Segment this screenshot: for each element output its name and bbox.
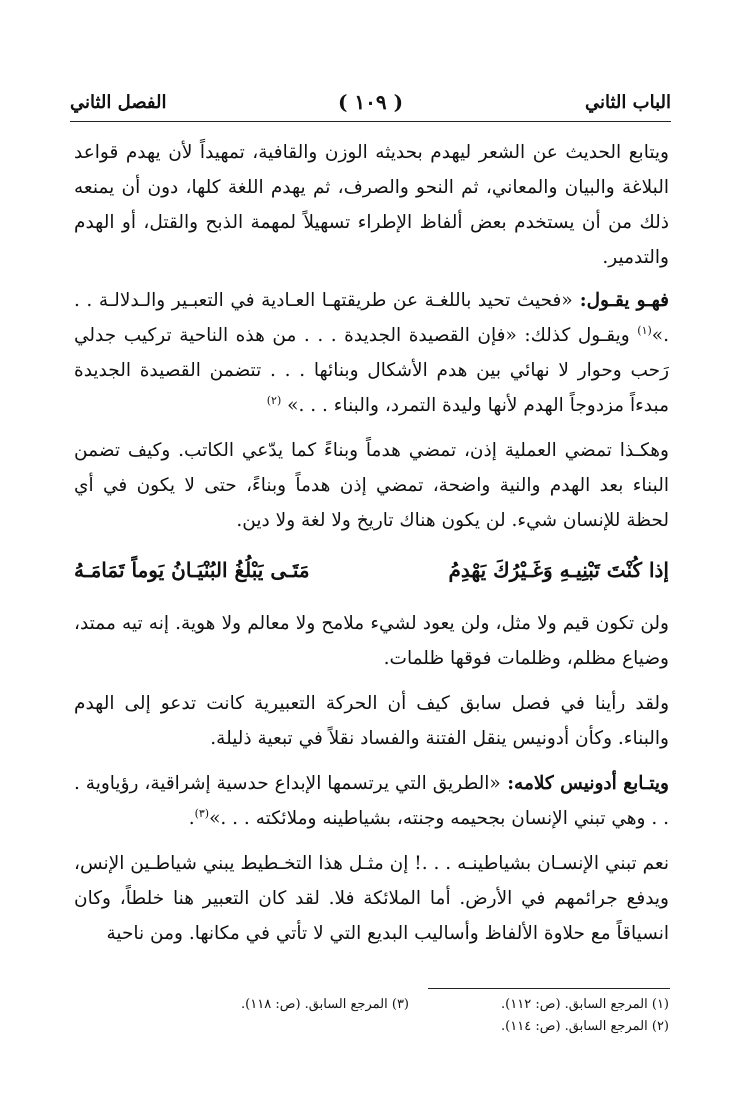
footnote-1: (١) المرجع السابق. (ص: ١١٢). [501,997,669,1012]
paragraph [74,606,669,676]
paragraph [74,283,669,423]
footnote-3: (٣) المرجع السابق. (ص: ١١٨). [241,997,409,1012]
quote-text: ويقـول كذلك: «فإن القصيدة الجديدة . . . من هذه الناحية تركيب جدلي رَحب وحوار لا نهائي بين هدم الأشكال وبنائها . . . تتضمن القصيدة الجديدة مبدءاً مزدوجاً الهدم لأنها وليدة التمرد، والبناء . . .» [74,325,669,416]
quote-text: «فحيث تحيد باللغـة عن طريقتهـا العـادية في التعبـير والـدلالـة . . .» [74,290,669,346]
running-header [70,88,671,122]
paragraph-text: ولقد رأينا في فصل سابق كيف أن الحركة التعبيرية كانت تدعو إلى الهدم والبناء. وكأن أدونيس ينقل الفتنة والفساد نقلاً في تبعية ذليلة. [74,693,669,749]
footnote-2: (٢) المرجع السابق. (ص: ١١٤). [501,1019,669,1034]
footnote-rule [428,988,670,989]
page-body [74,135,669,959]
paragraph-text: وهكـذا تمضي العملية إذن، تمضي هدماً وبناءً كما يدّعي الكاتب. وكيف تضمن البناء بعد الهدم والنية واضحة، تمضي إذن هدماً وبناءً، حتى لا يكون في أي لحظة للإنسان شيء. لن يكون هناك تاريخ ولا لغة ولا دين. [74,440,669,531]
chapter-title: الباب الثاني [584,92,671,113]
footnote-ref: (١) [637,323,652,337]
paragraph-text: ويتابع الحديث عن الشعر ليهدم بحديثه الوزن والقافية، تمهيداً لأن يهدم قواعد البلاغة والبيان والمعاني، ثم النحو والصرف، ثم يهدم اللغة كلها، دون أن يمنعه ذلك من أن يستخدم بعض ألفاظ الإطراء تسهيلاً لمهمة الذبح والقتل، أو الهدم والتدمير. [74,142,669,268]
paragraph-text: نعم تبني الإنسـان بشياطينـه . . .! إن مثـل هذا التخـطيط يبني شياطـين الإنس، ويدفع جرائمهم في الأرض. أما الملائكة فلا. لقد كان التعبير هنا خلطاً، وكان انسياقاً مع حلاوة الألفاظ وأساليب البديع التي لا تأتي في مكانها. ومن ناحية [74,853,669,944]
footnote-ref: (٣) [194,806,210,820]
paragraph-tail: . [188,808,195,829]
page-number: ( ١٠٩ ) [337,90,404,114]
paragraph [74,766,669,836]
verse-second-hemistich: مَتَـى يَبْلُغُ البُنْيَـانُ يَوماً تَمَامَـهُ [74,558,310,582]
paragraph-text: ولن تكون قيم ولا مثل، ولن يعود لشيء ملامح ولا معالم ولا هوية. إنه تيه ممتد، وضياع مظلم، وظلمات فوقها ظلمات. [74,613,669,669]
paragraph [74,433,669,538]
footnote-ref: (٢) [266,393,282,407]
paragraph [74,846,669,951]
paragraph-lead: فهـو يقـول: [572,290,669,311]
header-rule [70,121,671,122]
paragraph [74,686,669,756]
poetry-verse [74,550,669,590]
quote-text: «الطريق التي يرتسمها الإبداع حدسية إشراقية، رؤياوية . . . وهي تبني الإنسان بجحيمه وجنته، بشياطينه وملائكته . . .» [74,773,669,829]
footnote-column [169,994,409,1038]
footnote-column [429,994,669,1038]
verse-first-hemistich: إذا كُنْتَ تَبْنِيـهِ وَغَـيْرُكَ يَهْدِمُ [448,558,669,582]
paragraph [74,135,669,275]
section-title: الفصل الثاني [70,92,167,113]
footnotes [70,994,669,1038]
paragraph-lead: ويتـابع أدونيس كلامه: [500,773,669,794]
